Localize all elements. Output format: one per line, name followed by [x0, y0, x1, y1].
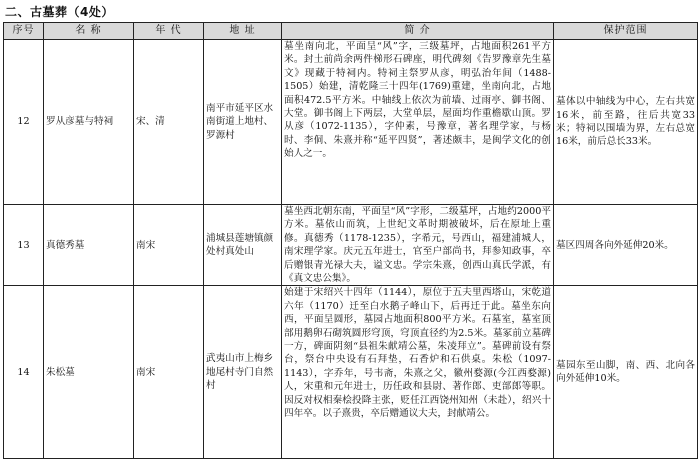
cell-no: 14 — [4, 286, 44, 459]
cell-era: 宋、清 — [134, 40, 204, 205]
cell-protection: 墓区四周各向外延伸20米。 — [554, 205, 698, 286]
header-name: 名 称 — [44, 23, 134, 40]
section-title: 二、古墓葬（4处） — [5, 5, 114, 19]
cell-protection: 墓园东至山脚，南、西、北向各向外延伸10米。 — [554, 286, 698, 459]
table-header-row — [4, 23, 698, 40]
cell-era: 南宋 — [134, 205, 204, 286]
cell-location: 武夷山市上梅乡地尾村寺门自然村 — [204, 286, 282, 459]
header-era: 年 代 — [134, 23, 204, 40]
cell-description: 墓坐南向北，平面呈“风”字，三级墓坪，占地面积261平方米。封土前尚余两件梯形石碑座，明代碑刻《告罗豫章先生墓文》现藏于特祠内。特祠主祭罗从彦，明弘治年间（1488-1505）始建，清乾隆三十四年(1769)重建，坐南向北，占地面积472.5平方米。中轴线上依次为前墙、过雨亭、御书阁、大堂。御书阁上下两层，大堂单层，屋面均作重檐歇山顶。罗从彦（1072-1135），字仲素，号豫章，著名理学家，与杨时、李侗、朱熹并称“延平四贤”，著述颇丰，是闽学文化的创始人之一。 — [282, 40, 554, 205]
cell-name: 真德秀墓 — [44, 205, 134, 286]
table-row — [4, 40, 698, 205]
cell-location: 浦城县莲塘镇颜处村真处山 — [204, 205, 282, 286]
table-row — [4, 286, 698, 459]
heritage-table — [3, 22, 698, 459]
cell-name: 朱松墓 — [44, 286, 134, 459]
cell-description: 始建于宋绍兴十四年（1144），原位于五夫里西塔山，宋乾道六年（1170）迁至白水鹅子峰山下，后再迁于此。墓坐东向西，平面呈圆形，墓园占地面积800平方米。石墓室，墓室顶部用鹅卵石砌筑圆形穹顶，穹顶直径约为2.5米。墓冢前立墓碑一方，碑面阴刻“县祖朱献靖公墓，朱凌拜立”。墓碑前设有祭台，祭台中央设有石拜垫，石香炉和石供桌。朱松（1097-1143），字乔年，号韦斋，朱熹之父，徽州婺源(今江西婺源)人，宋重和元年进士，历任政和县尉、著作郎、吏部郎等职。因反对权相秦桧投降主张，贬任江西饶州知州（未赴），绍兴十四年卒。以子熹贵，卒后赠通议大夫，封献靖公。 — [282, 286, 554, 459]
header-protection: 保护范围 — [554, 23, 698, 40]
cell-no: 13 — [4, 205, 44, 286]
header-no: 序号 — [4, 23, 44, 40]
cell-description: 墓坐西北朝东南，平面呈“风”字形，二级墓坪，占地约2000平方米。墓依山而筑，上世纪文革时期被破坏，后在原址上重修。真德秀（1178-1235），字希元，号西山，福建浦城人，南宋理学家。庆元五年进士，官至户部尚书，拜参知政事，卒后赠银青光禄大夫，谥文忠。学宗朱熹，创西山真氏学派，有《真文忠公集》。 — [282, 205, 554, 286]
header-location: 地 址 — [204, 23, 282, 40]
table-row — [4, 205, 698, 286]
cell-location: 南平市延平区水南街道上地村、罗源村 — [204, 40, 282, 205]
cell-protection: 墓体以中轴线为中心，左右共宽16米，前至路，往后共宽33米；特祠以围墙为界，左右总宽16米，前后总长33米。 — [554, 40, 698, 205]
cell-name: 罗从彦墓与特祠 — [44, 40, 134, 205]
header-description: 简 介 — [282, 23, 554, 40]
cell-era: 南宋 — [134, 286, 204, 459]
cell-no: 12 — [4, 40, 44, 205]
